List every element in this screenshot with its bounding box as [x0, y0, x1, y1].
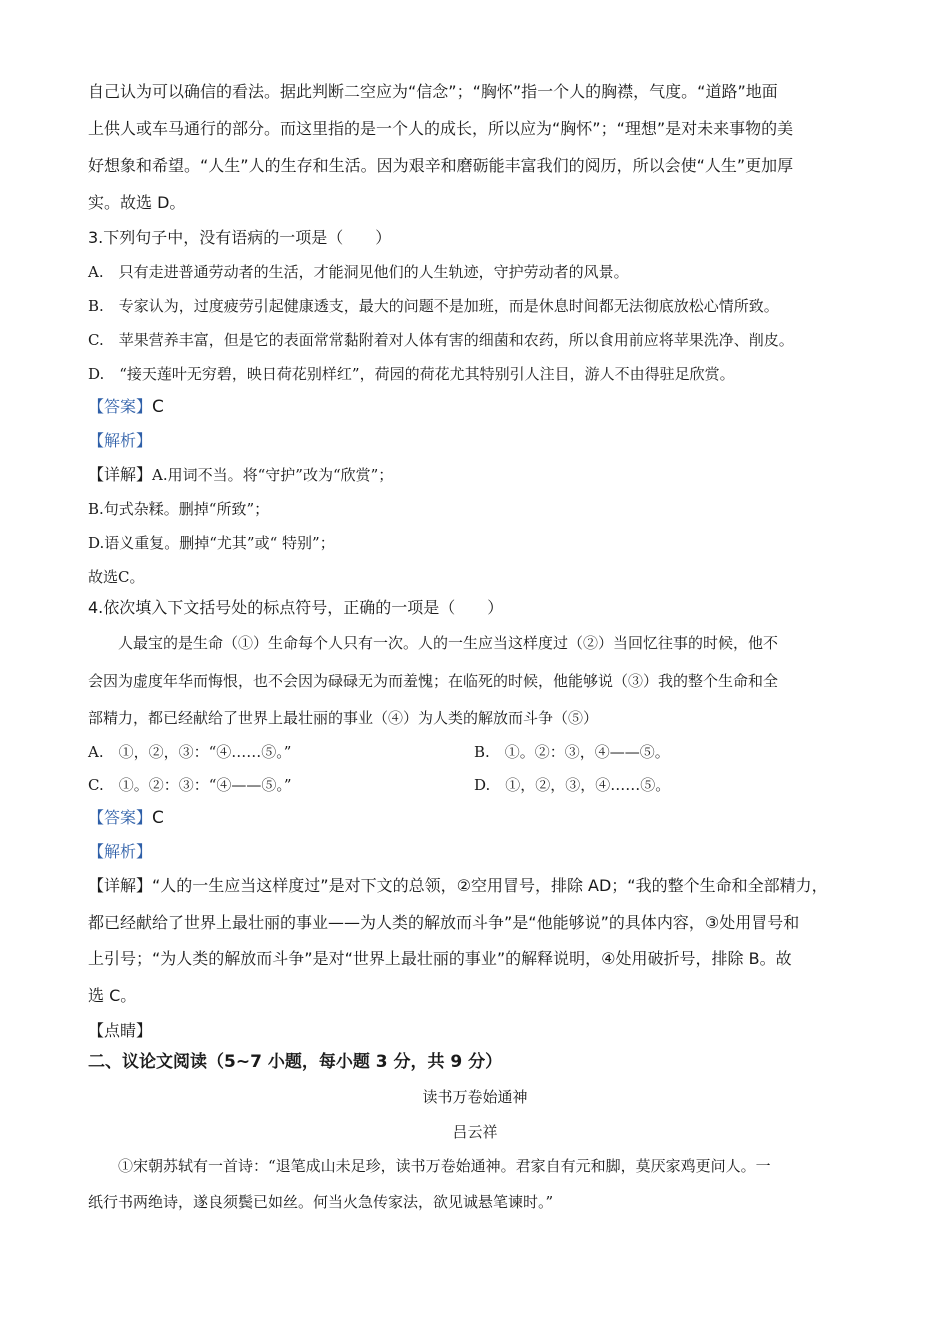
- q4-dianjing-tag: 【点睛】: [88, 1021, 153, 1040]
- q3-analysis-tag: 【解析】: [88, 431, 153, 450]
- q4-analysis-tag: 【解析】: [88, 842, 153, 861]
- q3-option-c: C. 苹果营养丰富，但是它的表面常常黏附着对人体有害的细菌和农药，所以食用前应将苹果洗净、削皮。: [88, 331, 794, 349]
- q2-explanation-line-4: 实。故选 D。: [88, 193, 186, 212]
- q4-detail-line-2: 都已经献给了世界上最壮丽的事业——为人类的解放而斗争”是“他能够说”的具体内容，③处用冒号和: [88, 913, 800, 932]
- q4-passage-line-3: 部精力，都已经献给了世界上最壮丽的事业（④）为人类的解放而斗争（⑤）: [88, 709, 599, 727]
- q3-stem: 3.下列句子中，没有语病的一项是（ ）: [88, 228, 392, 247]
- q4-option-b: B. ①。②：③，④——⑤。: [474, 743, 670, 761]
- q2-explanation-line-2: 上供人或车马通行的部分。而这里指的是一个人的成长，所以应为“胸怀”；“理想”是对未来事物的美: [88, 119, 794, 138]
- q4-option-d: D. ①，②，③，④……⑤。: [474, 776, 671, 794]
- q4-detail-text: “人的一生应当这样度过”是对下文的总领，②空用冒号，排除 AD；“我的整个生命和全部精力，: [152, 876, 828, 895]
- q3-answer: [88, 395, 164, 419]
- q4-passage-line-1: 人最宝的是生命（①）生命每个人只有一次。人的一生应当这样度过（②）当回忆往事的时候，他不: [118, 634, 779, 652]
- q3-detail-line-3: D.语义重复。删掉“尤其”或“ 特别”；: [88, 534, 335, 552]
- q4-detail-line-1: [88, 874, 828, 898]
- q3-detail-tag: 【详解】: [88, 465, 153, 484]
- q3-option-d: D. “接天莲叶无穷碧，映日荷花别样红”，荷园的荷花尤其特别引人注目，游人不由得驻足欣赏。: [88, 365, 735, 383]
- q4-option-c: C. ①。②：③：“④——⑤。”: [88, 776, 292, 794]
- q4-detail-line-4: 选 C。: [88, 986, 137, 1005]
- section-2-heading: 二、议论文阅读（5~7 小题，每小题 3 分，共 9 分）: [88, 1052, 503, 1072]
- q2-explanation-line-3: 好想象和希望。“人生”人的生存和生活。因为艰辛和磨砺能丰富我们的阅历，所以会使“人生”更加厚: [88, 156, 794, 175]
- q4-detail-line-3: 上引号；“为人类的解放而斗争”是对“世界上最壮丽的事业”的解释说明，④处用破折号，排除 B。故: [88, 949, 792, 968]
- article-title: 读书万卷始通神: [422, 1088, 528, 1106]
- q3-detail-line-2: B.句式杂糅。删掉“所致”；: [88, 500, 270, 518]
- q2-explanation-line-1: 自己认为可以确信的看法。据此判断二空应为“信念”；“胸怀”指一个人的胸襟，气度。“道路”地面: [88, 82, 778, 101]
- q3-option-b: B. 专家认为，过度疲劳引起健康透支，最大的问题不是加班，而是休息时间都无法彻底放松心情所致。: [88, 297, 779, 315]
- q4-answer: [88, 806, 164, 830]
- article-paragraph-1-line-1: ①宋朝苏轼有一首诗：“退笔成山未足珍，读书万卷始通神。君家自有元和脚，莫厌家鸡更问人。一: [118, 1157, 771, 1175]
- q4-answer-value: C: [152, 808, 164, 828]
- article-author: 吕云祥: [452, 1123, 498, 1141]
- q3-detail-line-4: 故选C。: [88, 568, 145, 586]
- q4-option-a: A. ①，②，③：“④……⑤。”: [88, 743, 292, 761]
- article-paragraph-1-line-2: 纸行书两绝诗，遂良须鬓已如丝。何当火急传家法，欲见诚悬笔谏时。”: [88, 1193, 554, 1211]
- q4-detail-tag: 【详解】: [88, 876, 153, 895]
- q3-detail-text: A.用词不当。将“守护”改为“欣赏”；: [152, 466, 394, 484]
- q3-option-a: A. 只有走进普通劳动者的生活，才能洞见他们的人生轨迹，守护劳动者的风景。: [88, 263, 629, 281]
- q3-answer-value: C: [152, 397, 164, 417]
- q3-answer-tag: 【答案】: [88, 397, 153, 416]
- q4-answer-tag: 【答案】: [88, 808, 153, 827]
- q3-detail-line-1: [88, 463, 393, 487]
- q4-passage-line-2: 会因为虚度年华而悔恨，也不会因为碌碌无为而羞愧；在临死的时候，他能够说（③）我的整个生命和全: [88, 672, 779, 690]
- q4-stem: 4.依次填入下文括号处的标点符号，正确的一项是（ ）: [88, 598, 504, 617]
